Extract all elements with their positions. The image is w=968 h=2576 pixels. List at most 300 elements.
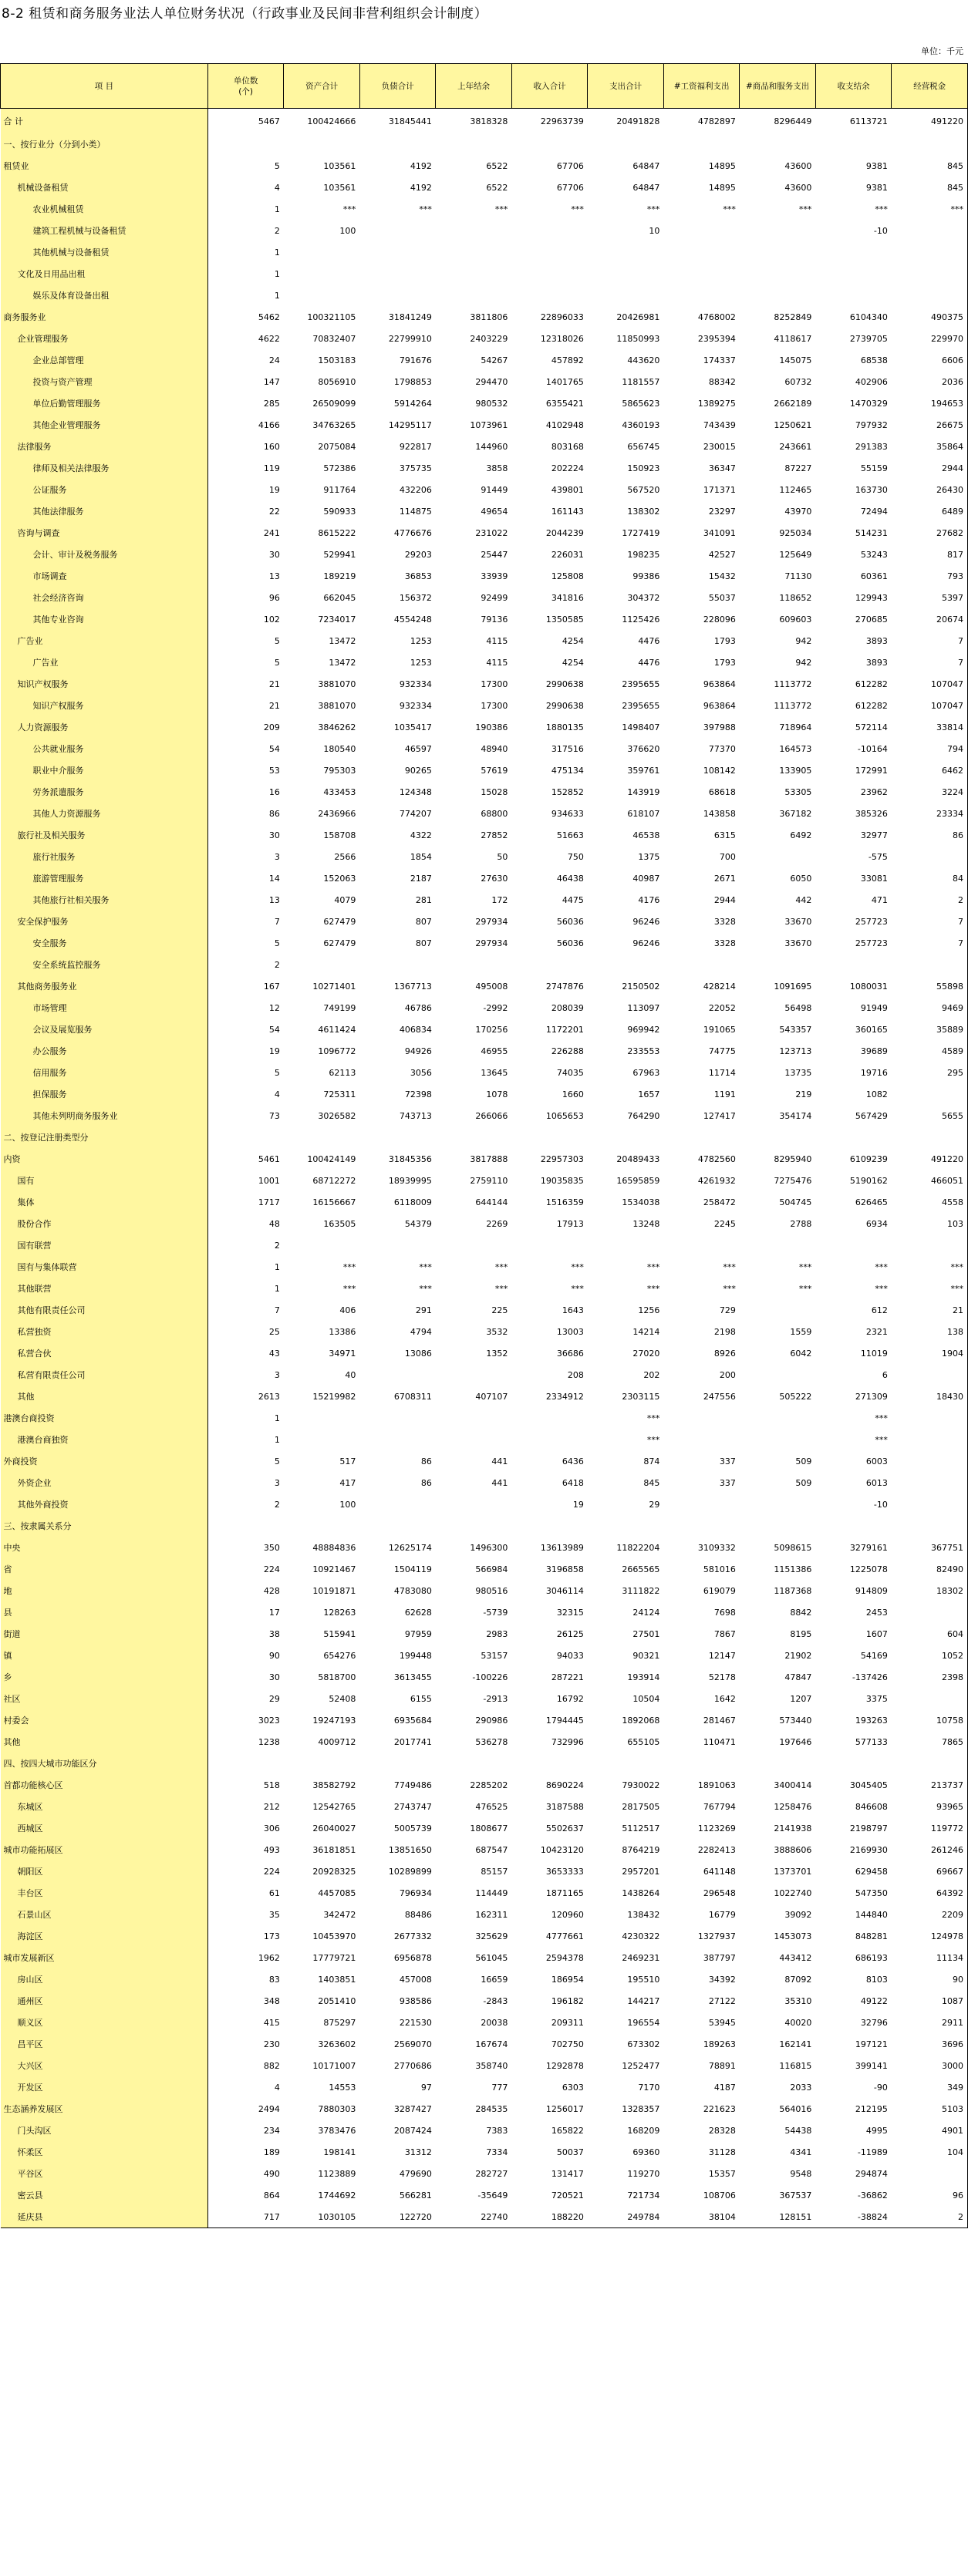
data-cell: 19 — [268, 484, 280, 495]
data-cell: 46786 — [404, 1002, 432, 1013]
data-cell: 6303 — [562, 2082, 584, 2093]
row-label: 社会经济咨询 — [1, 587, 208, 608]
data-cell: -2843 — [483, 1995, 508, 2006]
data-cell: 138 — [892, 1321, 968, 1342]
data-cell: 2569070 — [393, 2039, 432, 2049]
data-cell: 257723 — [855, 916, 888, 927]
data-cell — [892, 1407, 968, 1429]
data-cell — [892, 263, 968, 285]
data-cell: 641148 — [703, 1866, 736, 1877]
data-cell: 2033 — [790, 2082, 812, 2093]
table-row — [1, 2206, 968, 2228]
data-cell: *** — [646, 1283, 660, 1294]
row-label: 广告业 — [1, 652, 208, 673]
data-cell: 209 — [263, 722, 280, 732]
data-cell: 4476 — [638, 657, 660, 668]
data-cell: 1113772 — [774, 700, 812, 711]
data-cell: 7275476 — [774, 1175, 812, 1186]
data-cell: 7234017 — [318, 614, 356, 625]
data-cell — [892, 1472, 968, 1493]
table-row — [1, 824, 968, 846]
data-cell: 1657 — [638, 1089, 660, 1099]
data-cell: 3045405 — [849, 1780, 888, 1790]
table-row — [1, 608, 968, 630]
data-cell: 9381 — [865, 160, 888, 171]
data-cell: 428214 — [703, 981, 736, 992]
data-cell: 15432 — [708, 571, 736, 581]
data-cell: 82490 — [892, 1558, 968, 1580]
table-row — [1, 1191, 968, 1213]
table-row — [1, 1040, 968, 1062]
row-label: 担保服务 — [1, 1083, 208, 1105]
data-cell — [815, 241, 892, 263]
data-cell — [588, 285, 664, 306]
data-cell: 6418 — [562, 1477, 584, 1488]
data-cell: 1 — [274, 1283, 280, 1294]
data-cell: 4166 — [258, 419, 280, 430]
data-cell: 2665565 — [622, 1564, 660, 1574]
data-cell — [359, 1515, 436, 1537]
row-label: 内资 — [1, 1148, 208, 1170]
data-cell: 19247193 — [312, 1715, 356, 1726]
data-cell: 794 — [892, 738, 968, 759]
data-cell: 86 — [892, 824, 968, 846]
data-cell: 572114 — [855, 722, 888, 732]
data-cell: 53243 — [860, 549, 888, 560]
data-cell: 662045 — [323, 592, 356, 603]
data-cell: 10 — [649, 225, 660, 236]
data-cell: 441 — [491, 1477, 508, 1488]
data-cell: 5865623 — [622, 398, 660, 409]
data-cell: 6462 — [892, 759, 968, 781]
data-cell: 934633 — [551, 808, 584, 819]
row-label: 国有与集体联营 — [1, 1256, 208, 1278]
data-cell — [740, 285, 816, 306]
row-label: 镇 — [1, 1645, 208, 1666]
table-row — [1, 1774, 968, 1796]
data-cell: 35889 — [892, 1019, 968, 1040]
data-cell: 750 — [567, 851, 584, 862]
table-row — [1, 177, 968, 198]
data-cell: 1252477 — [622, 2060, 660, 2071]
data-cell: 354174 — [779, 1110, 812, 1121]
table-row — [1, 1796, 968, 1817]
data-cell: 285 — [263, 398, 280, 409]
data-cell: 797932 — [855, 419, 888, 430]
data-cell: -137426 — [852, 1672, 888, 1682]
table-row — [1, 932, 968, 954]
data-cell — [892, 1601, 968, 1623]
data-cell: 17913 — [556, 1218, 584, 1229]
row-label: 大兴区 — [1, 2055, 208, 2076]
data-cell: 1191 — [713, 1089, 736, 1099]
data-cell — [588, 1234, 664, 1256]
row-label: 外商投资 — [1, 1450, 208, 1472]
data-cell: 189219 — [323, 571, 356, 581]
data-cell: 18430 — [892, 1386, 968, 1407]
data-cell: 7 — [274, 1305, 280, 1315]
data-cell: 92499 — [481, 592, 508, 603]
row-label: 密云县 — [1, 2184, 208, 2206]
data-cell: 27501 — [632, 1628, 660, 1639]
data-cell: 702750 — [551, 2039, 584, 2049]
data-cell — [740, 1364, 816, 1386]
data-cell — [359, 1126, 436, 1148]
data-cell: 96246 — [632, 938, 660, 948]
data-cell — [892, 1753, 968, 1774]
data-cell: 349 — [892, 2076, 968, 2098]
data-cell: 2395394 — [697, 333, 736, 344]
row-label: 公证服务 — [1, 479, 208, 500]
data-cell: 618107 — [627, 808, 660, 819]
data-cell: 1225078 — [849, 1564, 888, 1574]
table-row — [1, 1645, 968, 1666]
data-cell: 100 — [339, 1499, 356, 1510]
data-cell: -90 — [873, 2082, 888, 2093]
data-cell: 7698 — [713, 1607, 736, 1618]
table-row — [1, 781, 968, 803]
data-cell — [436, 1493, 512, 1515]
table-row — [1, 2033, 968, 2055]
data-cell: 5461 — [258, 1153, 280, 1164]
data-cell: 133905 — [779, 765, 812, 776]
data-cell: 62628 — [404, 1607, 432, 1618]
data-cell: 152063 — [323, 873, 356, 884]
data-cell: 85157 — [481, 1866, 508, 1877]
data-cell: 19 — [268, 1046, 280, 1056]
data-cell: 2395655 — [622, 679, 660, 689]
data-cell: 52178 — [708, 1672, 736, 1682]
table-row — [1, 738, 968, 759]
data-cell: 8764219 — [622, 1844, 660, 1855]
data-cell: 51663 — [556, 830, 584, 840]
data-cell: 127417 — [703, 1110, 736, 1121]
data-cell — [207, 133, 284, 155]
data-cell: 359761 — [627, 765, 660, 776]
data-cell: 10504 — [632, 1693, 660, 1704]
data-cell: 38 — [268, 1628, 280, 1639]
data-cell: *** — [723, 1261, 736, 1272]
data-cell: 6109239 — [849, 1153, 888, 1164]
data-cell: 2436966 — [318, 808, 356, 819]
row-label: 国有 — [1, 1170, 208, 1191]
data-cell: 193914 — [627, 1672, 660, 1682]
data-cell: 2662189 — [774, 398, 812, 409]
data-cell: 125649 — [779, 549, 812, 560]
data-cell: 376620 — [627, 743, 660, 754]
data-cell: 158708 — [323, 830, 356, 840]
data-cell: 2983 — [486, 1628, 508, 1639]
data-cell: 4192 — [410, 160, 432, 171]
data-cell — [892, 954, 968, 975]
data-cell: 1 — [274, 290, 280, 301]
data-cell: 3613455 — [393, 1672, 432, 1682]
row-label: 职业中介服务 — [1, 759, 208, 781]
data-cell: 2245 — [713, 1218, 736, 1229]
data-cell: 7334 — [486, 2147, 508, 2157]
data-cell: 938586 — [399, 1995, 432, 2006]
data-cell: 49654 — [481, 506, 508, 517]
data-cell: 8690224 — [545, 1780, 584, 1790]
data-cell: 6708311 — [393, 1391, 432, 1402]
data-cell: 11714 — [708, 1067, 736, 1078]
table-row — [1, 889, 968, 911]
data-cell: 609603 — [779, 614, 812, 625]
table-row — [1, 1990, 968, 2012]
data-cell: 566281 — [399, 2190, 432, 2201]
data-cell — [284, 1126, 360, 1148]
data-cell: 4776676 — [393, 527, 432, 538]
data-cell — [740, 1234, 816, 1256]
data-cell: 39689 — [860, 1046, 888, 1056]
table-row — [1, 1450, 968, 1472]
data-cell: 198141 — [323, 2147, 356, 2157]
table-row — [1, 1493, 968, 1515]
data-cell: 743439 — [703, 419, 736, 430]
data-cell: 1793 — [713, 635, 736, 646]
data-cell — [284, 1753, 360, 1774]
column-header: 收支结余 — [815, 64, 892, 109]
data-cell: 874 — [643, 1456, 660, 1466]
data-cell: -10 — [873, 225, 888, 236]
data-cell: 2566 — [334, 851, 356, 862]
data-cell: 2169930 — [849, 1844, 888, 1855]
row-label: 社区 — [1, 1688, 208, 1709]
data-cell: 128151 — [740, 2206, 816, 2228]
data-cell: 6934 — [865, 1218, 888, 1229]
data-cell: 2613 — [258, 1391, 280, 1402]
data-cell: 5502637 — [545, 1823, 584, 1834]
row-label: 村委会 — [1, 1709, 208, 1731]
data-cell: 221623 — [703, 2103, 736, 2114]
data-cell: 16595859 — [616, 1175, 660, 1186]
table-row — [1, 1472, 968, 1493]
data-cell: 3000 — [892, 2055, 968, 2076]
data-cell: 43600 — [784, 182, 812, 193]
data-cell: 1367713 — [393, 981, 432, 992]
data-cell: 56036 — [556, 916, 584, 927]
data-cell — [359, 220, 436, 241]
data-cell: 6436 — [562, 1456, 584, 1466]
row-label: 其他人力资源服务 — [1, 803, 208, 824]
data-cell: 19716 — [860, 1067, 888, 1078]
financial-table — [0, 63, 968, 2228]
data-cell — [511, 285, 588, 306]
data-cell: 1498407 — [622, 722, 660, 732]
data-cell: 7170 — [638, 2082, 660, 2093]
table-row — [1, 2012, 968, 2033]
data-cell: 1559 — [790, 1326, 812, 1337]
data-cell: *** — [419, 1261, 432, 1272]
data-cell — [436, 1429, 512, 1450]
data-cell: 6355421 — [545, 398, 584, 409]
table-row — [1, 1580, 968, 1601]
data-cell: 160 — [263, 441, 280, 452]
table-row — [1, 1817, 968, 1839]
data-cell: 189 — [263, 2147, 280, 2157]
data-cell: 1727419 — [622, 527, 660, 538]
data-cell: 120960 — [551, 1909, 584, 1920]
data-cell: 173 — [263, 1931, 280, 1941]
data-cell: 2398 — [892, 1666, 968, 1688]
data-cell: 732996 — [551, 1736, 584, 1747]
data-cell: 64847 — [632, 160, 660, 171]
data-cell: 5462 — [258, 311, 280, 322]
data-cell: 1453073 — [774, 1931, 812, 1941]
data-cell — [588, 954, 664, 975]
data-cell — [436, 1234, 512, 1256]
row-label: 农业机械租赁 — [1, 198, 208, 220]
data-cell: 561045 — [475, 1952, 508, 1963]
data-cell: 729 — [719, 1305, 736, 1315]
data-cell: 56036 — [556, 938, 584, 948]
data-cell: 32315 — [556, 1607, 584, 1618]
data-cell: 942 — [795, 635, 812, 646]
data-cell: 1389275 — [697, 398, 736, 409]
data-cell: 186954 — [551, 1974, 584, 1985]
data-cell: 54 — [268, 743, 280, 754]
data-cell: 87227 — [784, 463, 812, 473]
data-cell — [740, 1126, 816, 1148]
table-row — [1, 867, 968, 889]
data-cell: 208039 — [551, 1002, 584, 1013]
data-cell: 3 — [274, 1477, 280, 1488]
row-label: 县 — [1, 1601, 208, 1623]
data-cell — [663, 133, 740, 155]
data-cell: 567520 — [627, 484, 660, 495]
data-cell: 8296449 — [774, 116, 812, 126]
data-cell: 1 — [274, 1413, 280, 1423]
data-cell: 1534038 — [622, 1197, 660, 1207]
data-cell: 14553 — [329, 2082, 356, 2093]
data-cell: 4115 — [486, 657, 508, 668]
row-label: 城市功能拓展区 — [1, 1839, 208, 1860]
table-row — [1, 1256, 968, 1278]
table-row — [1, 565, 968, 587]
data-cell: 2198 — [713, 1326, 736, 1337]
data-cell: 26040027 — [312, 1823, 356, 1834]
data-cell: 2957201 — [622, 1866, 660, 1877]
data-cell: 21902 — [784, 1650, 812, 1661]
data-cell: -100226 — [472, 1672, 508, 1682]
data-cell: 189263 — [703, 2039, 736, 2049]
data-cell: 12147 — [708, 1650, 736, 1661]
data-cell: 1660 — [562, 1089, 584, 1099]
data-cell: *** — [342, 1261, 356, 1272]
data-cell: 612282 — [855, 679, 888, 689]
data-cell: 942 — [795, 657, 812, 668]
data-cell: 1 — [274, 247, 280, 258]
data-cell: 4 — [274, 2082, 280, 2093]
data-cell: 402906 — [855, 376, 888, 387]
data-cell: 197646 — [779, 1736, 812, 1747]
data-cell: 257723 — [855, 938, 888, 948]
data-cell: 717 — [207, 2206, 284, 2228]
data-cell: 48940 — [481, 743, 508, 754]
table-row — [1, 2098, 968, 2120]
data-cell: 22957303 — [540, 1153, 584, 1164]
data-cell: 8842 — [790, 1607, 812, 1618]
data-cell: 6956878 — [393, 1952, 432, 1963]
data-cell: 2817505 — [622, 1801, 660, 1812]
data-cell: 60361 — [860, 571, 888, 581]
data-cell: 479690 — [399, 2168, 432, 2179]
data-cell: 5005739 — [393, 1823, 432, 1834]
data-cell: 90321 — [632, 1650, 660, 1661]
data-cell: 4782560 — [697, 1153, 736, 1164]
data-cell: 3818328 — [470, 116, 508, 126]
data-cell: 27630 — [481, 873, 508, 884]
table-row — [1, 1860, 968, 1882]
data-cell: 2944 — [892, 457, 968, 479]
data-cell: 5 — [274, 1456, 280, 1466]
data-cell: 31312 — [404, 2147, 432, 2157]
data-cell — [436, 263, 512, 285]
data-cell: 128263 — [323, 1607, 356, 1618]
data-cell: 3328 — [713, 916, 736, 927]
data-cell: 15028 — [481, 786, 508, 797]
data-cell: 100 — [339, 225, 356, 236]
data-cell: 1207 — [790, 1693, 812, 1704]
data-cell: 4261932 — [697, 1175, 736, 1186]
data-cell: 9548 — [790, 2168, 812, 2179]
data-cell: 202 — [643, 1369, 660, 1380]
data-cell: 2770686 — [393, 2060, 432, 2071]
data-cell: 4360193 — [622, 419, 660, 430]
data-cell — [892, 133, 968, 155]
data-cell: 5818700 — [318, 1672, 356, 1682]
table-row — [1, 759, 968, 781]
data-cell: 50037 — [556, 2147, 584, 2157]
table-row — [1, 1925, 968, 1947]
data-cell: 281467 — [703, 1715, 736, 1726]
data-cell: 803168 — [551, 441, 584, 452]
data-cell: 1871165 — [545, 1887, 584, 1898]
data-cell — [740, 1493, 816, 1515]
data-cell: 90 — [892, 1968, 968, 1990]
data-cell: *** — [646, 1413, 660, 1423]
data-cell: 36853 — [404, 571, 432, 581]
data-cell: 86 — [420, 1477, 432, 1488]
data-cell: 94926 — [404, 1046, 432, 1056]
table-row — [1, 436, 968, 457]
data-cell: 144960 — [475, 441, 508, 452]
data-cell: 172 — [491, 894, 508, 905]
data-cell: 11134 — [892, 1947, 968, 1968]
data-cell: 1642 — [713, 1693, 736, 1704]
data-cell — [588, 1126, 664, 1148]
data-cell: 55159 — [860, 463, 888, 473]
data-cell: 224 — [263, 1866, 280, 1877]
data-cell: 627479 — [323, 916, 356, 927]
data-cell — [436, 1126, 512, 1148]
table-row — [1, 349, 968, 371]
data-cell: 119 — [263, 463, 280, 473]
data-cell: 3881070 — [318, 700, 356, 711]
data-cell: 31845356 — [388, 1153, 432, 1164]
data-cell: 221530 — [399, 2017, 432, 2028]
row-label: 投资与资产管理 — [1, 371, 208, 392]
row-label: 三、按隶属关系分 — [1, 1515, 208, 1537]
data-cell: 457892 — [551, 355, 584, 365]
data-cell: 20038 — [481, 2017, 508, 2028]
data-cell: 294470 — [475, 376, 508, 387]
data-cell: 2739705 — [849, 333, 888, 344]
data-cell: 53945 — [708, 2017, 736, 2028]
data-cell: 10758 — [892, 1709, 968, 1731]
data-cell: -575 — [868, 851, 888, 862]
data-cell: 3893 — [865, 635, 888, 646]
